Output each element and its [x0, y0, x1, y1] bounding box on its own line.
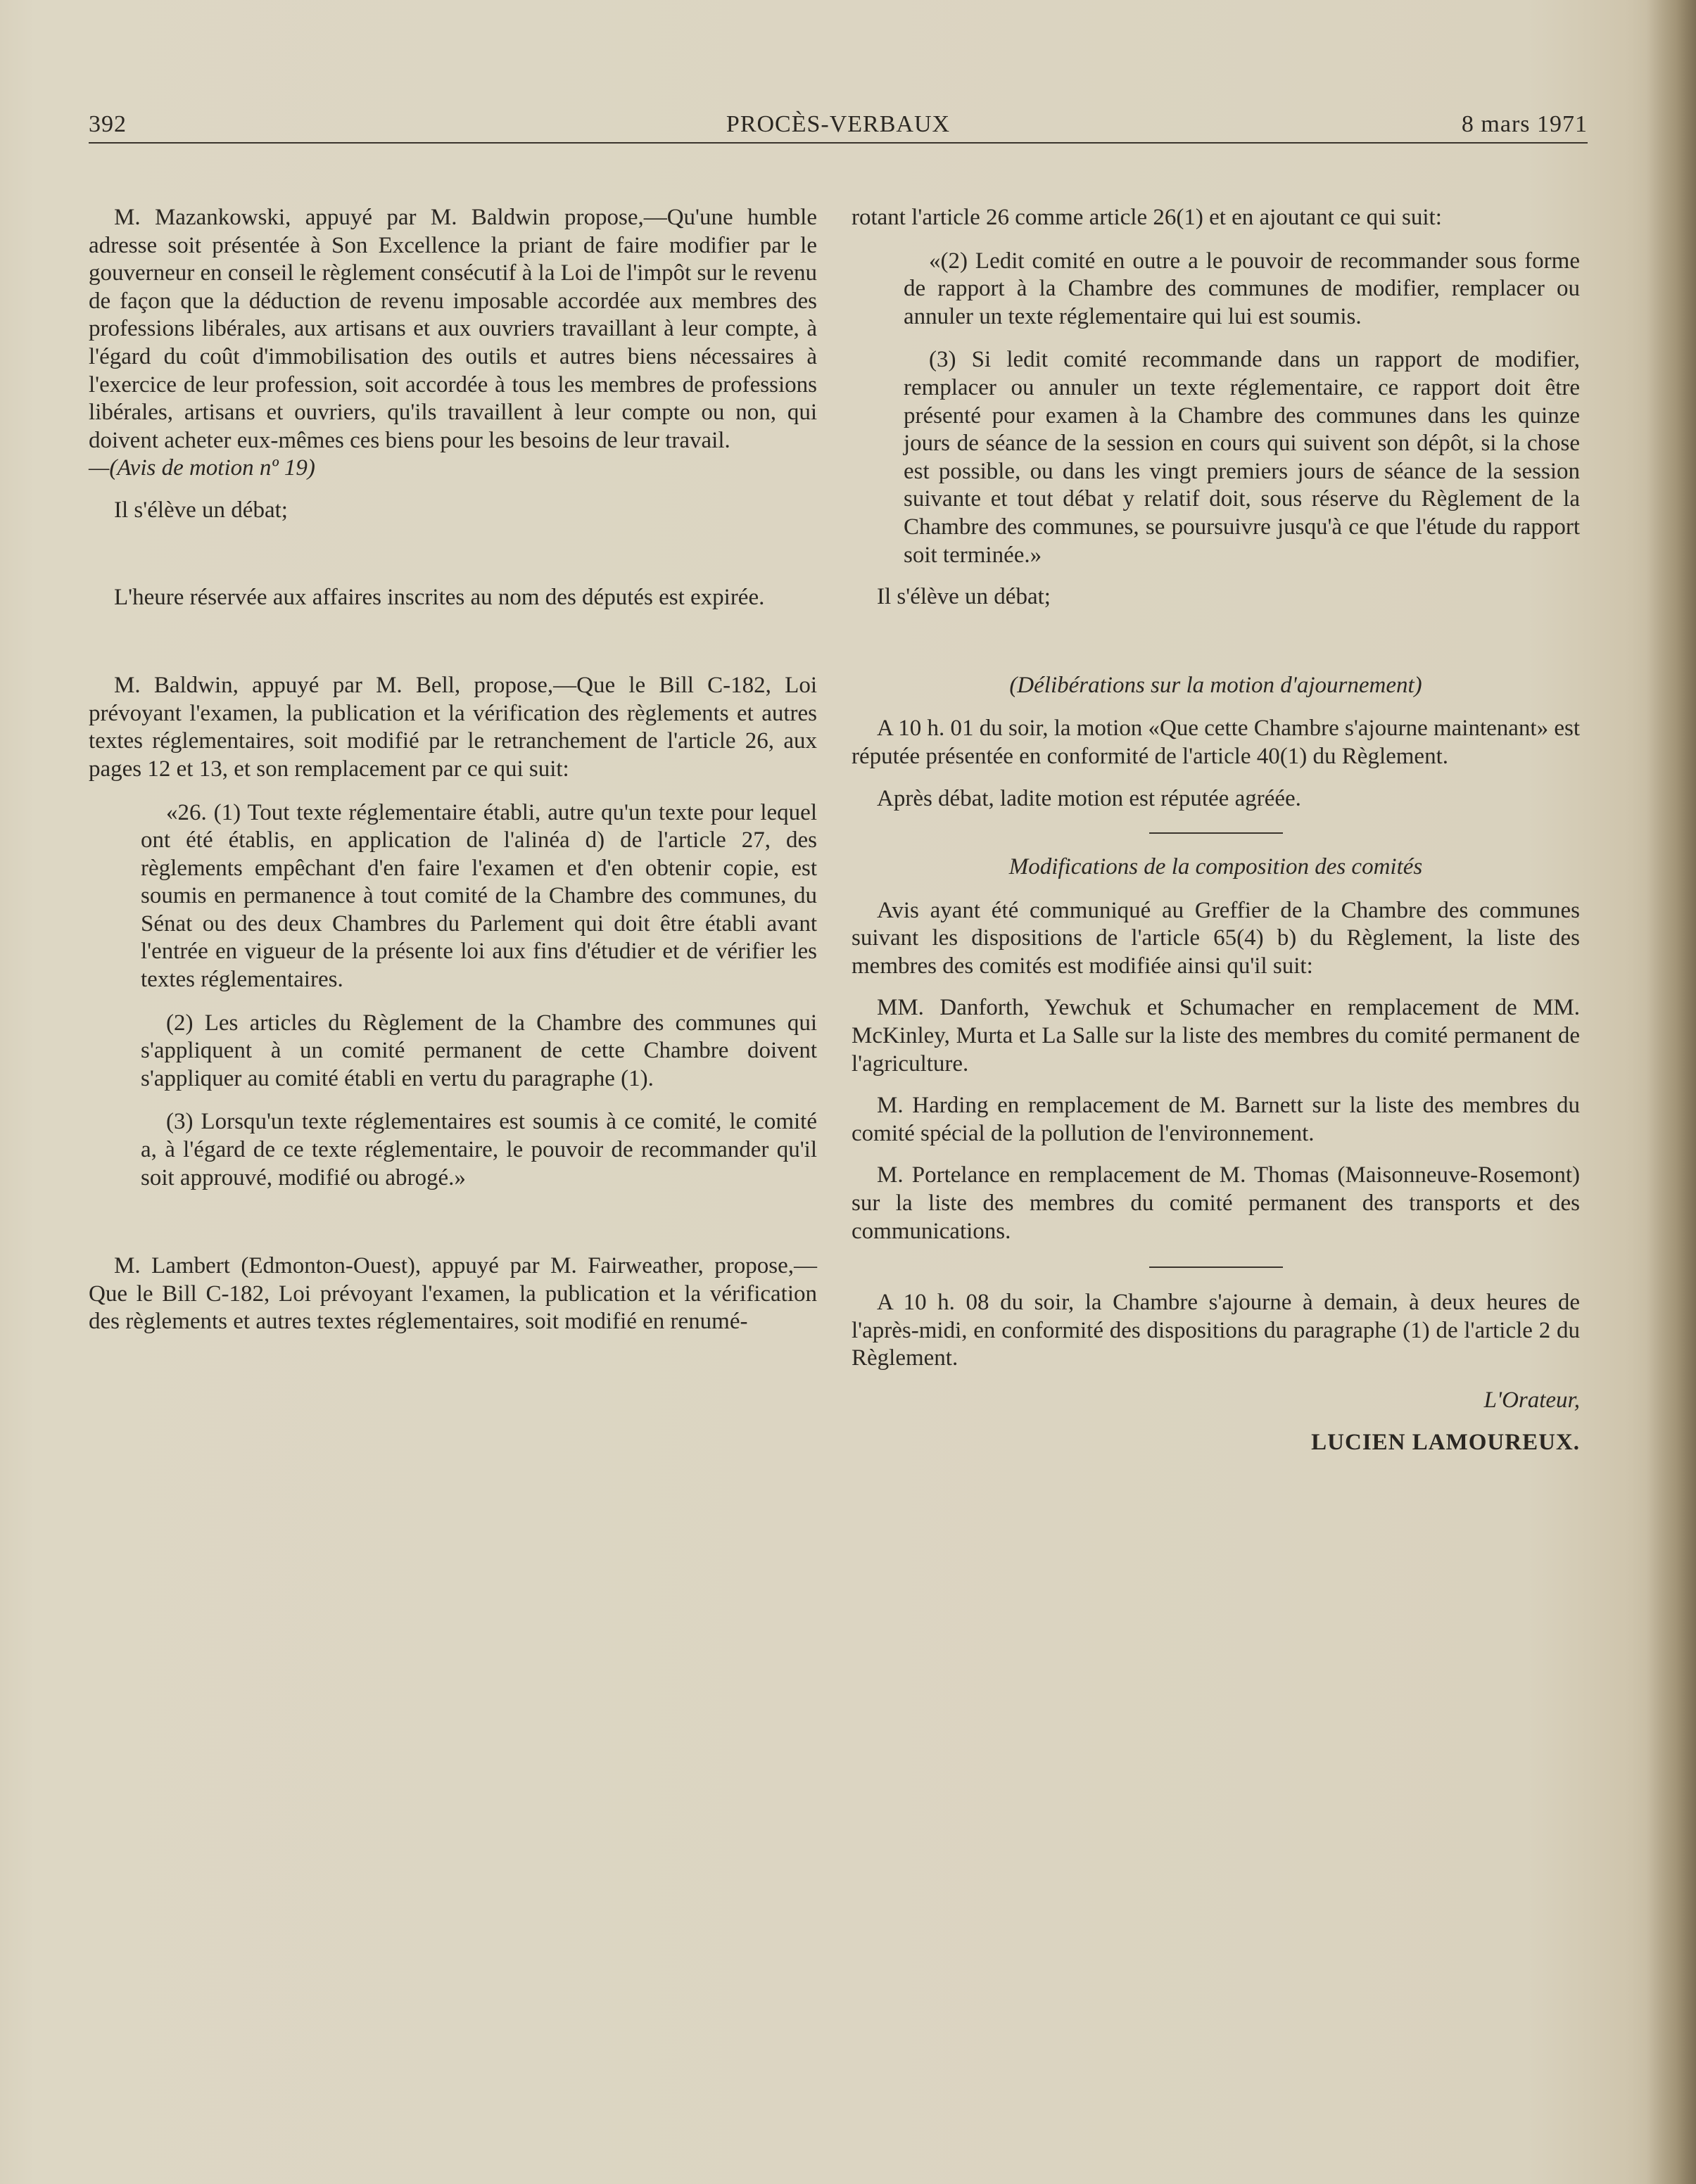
quote-article-26-2: (2) Les articles du Règlement de la Chambre des communes qui s'appliquent à un comité permanent de cette Chambre doivent s'appliquer au comité établi en vertu du paragraphe (1). — [141, 1010, 817, 1091]
page-date: 8 mars 1971 — [1461, 111, 1588, 137]
adjournment-motion: A 10 h. 01 du soir, la motion «Que cette Chambre s'ajourne maintenant» est réputée présentée en conformité de l'article 40(1) du Règlement. — [852, 716, 1580, 769]
page-number: 392 — [89, 111, 127, 137]
committee-notice: Avis ayant été communiqué au Greffier de la Chambre des communes suivant les dispositions de l'article 65(4) b) du Règlement, la liste des membres des comités est modifiée ainsi qu'il suit: — [852, 897, 1580, 979]
quote-subsection-3: (3) Si ledit comité recommande dans un rapport de modifier, remplacer ou annuler un texte réglementaire, ce rapport doit être présenté pour examen à la Chambre des communes dans les quinze jours de séance de la session en cours qui suivent son dépôt, si la chose est possible, ou dans les vingt premiers jours de séance de la session suivante et tout débat y relatif doit, sous réserve du Règlement de la Chambre des communes, se poursuivre jusqu'à ce que l'étude du rapport soit terminée.» — [904, 347, 1580, 568]
debate-line-2: Il s'élève un débat; — [877, 584, 1051, 610]
motion-notice: —(Avis de motion nº 19) — [89, 455, 315, 481]
quote-article-26-3: (3) Lorsqu'un texte réglementaires est soumis à ce comité, le comité a, à l'égard de ce texte réglementaire, le pouvoir de recommander qu'il soit approuvé, modifié ou abrogé.» — [141, 1109, 817, 1191]
page-header — [89, 111, 1588, 142]
debate-line-1: Il s'élève un débat; — [114, 497, 288, 523]
motion-lambert-continued: rotant l'article 26 comme article 26(1) et en ajoutant ce qui suit: — [852, 205, 1442, 230]
page-title: PROCÈS-VERBAUX — [726, 111, 951, 137]
motion-mazankowski: M. Mazankowski, appuyé par M. Baldwin propose,—Qu'une humble adresse soit présentée à Son Excellence la priant de faire modifier par le gouverneur en conseil le règlement consécutif à la Loi de l'impôt sur le revenu de façon que la déduction de revenu imposable accordée aux membres des professions libérales, aux artisans et aux ouvriers travaillant à leur compte, à l'égard du coût d'immobilisation des outils et autres biens nécessaires à l'exercice de leur profession, soit accordée à tous les membres de professions libérales, artisans et ouvriers, qu'ils travaillent à leur compte ou non, qui doivent acheter eux-mêmes ces biens pour les besoins de leur travail. — [89, 205, 817, 453]
committee-change-agriculture: MM. Danforth, Yewchuk et Schumacher en remplacement de MM. McKinley, Murta et La Salle sur la liste des membres du comité permanent de l'agriculture. — [852, 995, 1580, 1077]
committee-change-environment: M. Harding en remplacement de M. Barnett sur la liste des membres du comité spécial de la pollution de l'environnement. — [852, 1093, 1580, 1146]
adjournment-statement: A 10 h. 08 du soir, la Chambre s'ajourne à demain, à deux heures de l'après-midi, en conformité des dispositions du paragraphe (1) de l'article 2 du Règlement. — [852, 1290, 1580, 1371]
quote-subsection-2: «(2) Ledit comité en outre a le pouvoir de recommander sous forme de rapport à la Chambre des communes de modifier, remplacer ou annuler un texte réglementaire qui lui est soumis. — [904, 248, 1580, 329]
section-divider-1 — [1149, 832, 1283, 834]
signature-title: L'Orateur, — [1483, 1388, 1580, 1413]
header-rule — [89, 142, 1588, 144]
motion-baldwin: M. Baldwin, appuyé par M. Bell, propose,—Que le Bill C-182, Loi prévoyant l'examen, la publication et la vérification des règlements et autres textes réglementaires, soit modifié par le retranchement de l'article 26, aux pages 12 et 13, et son remplacement par ce qui suit: — [89, 673, 817, 782]
signature-name: LUCIEN LAMOUREUX. — [1311, 1429, 1580, 1455]
hour-expired: L'heure réservée aux affaires inscrites au nom des députés est expirée. — [114, 584, 765, 610]
section-heading-adjournment: (Délibérations sur la motion d'ajournement) — [1009, 672, 1422, 698]
section-heading-committees: Modifications de la composition des comités — [1008, 854, 1423, 880]
committee-change-transport: M. Portelance en remplacement de M. Thomas (Maisonneuve-Rosemont) sur la liste des membres du comité permanent des transports et des communications. — [852, 1162, 1580, 1244]
quote-article-26-1: «26. (1) Tout texte réglementaire établi, autre qu'un texte pour lequel ont été établis, en application de l'alinéa d) de l'article 27, des règlements empêchant d'en faire l'examen et d'en obtenir copie, est soumis en permanence à tout comité de la Chambre des communes, du Sénat ou des deux Chambres du Parlement qui doit être établi avant l'entrée en vigueur de la présente loi aux fins d'étudier et de vérifier les textes réglementaires. — [141, 799, 817, 993]
book-spine-shadow — [1647, 0, 1696, 2184]
section-divider-2 — [1149, 1266, 1283, 1268]
right-column — [852, 204, 1580, 1456]
left-column — [89, 204, 817, 1336]
motion-agreed: Après débat, ladite motion est réputée agréée. — [877, 785, 1301, 811]
motion-lambert: M. Lambert (Edmonton-Ouest), appuyé par M. Fairweather, propose,—Que le Bill C-182, Loi prévoyant l'examen, la publication et la vérification des règlements et autres textes réglementaires, soit modifié en renumé- — [89, 1253, 817, 1335]
